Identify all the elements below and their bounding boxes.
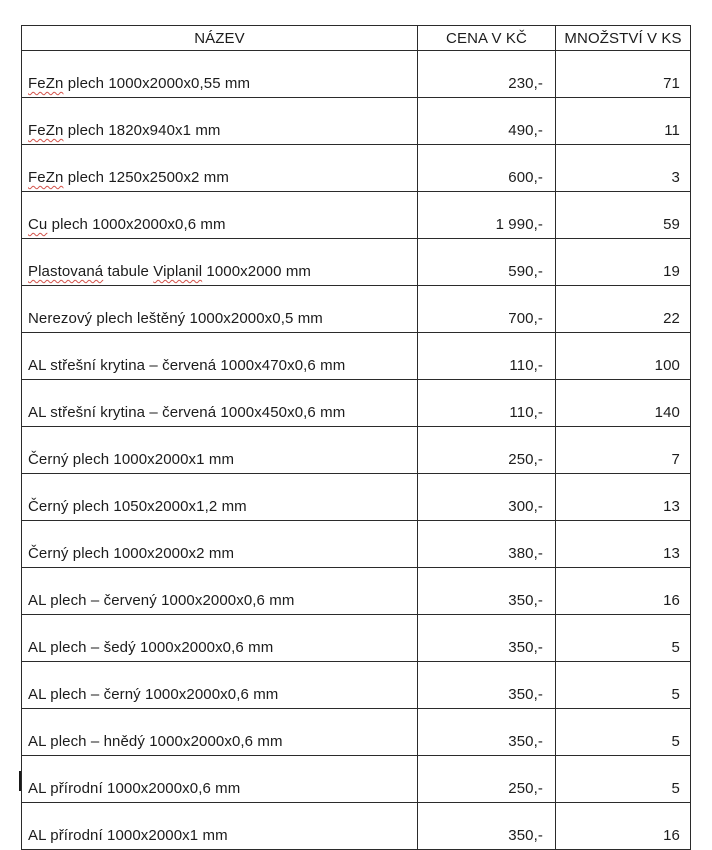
- table-row: [22, 380, 691, 427]
- item-name-cell[interactable]: [22, 333, 418, 380]
- table-row: [22, 756, 691, 803]
- item-qty-cell[interactable]: 3: [556, 145, 691, 192]
- name-text: AL plech – hnědý 1000x2000x0,6 mm: [28, 733, 283, 750]
- name-text: Černý plech 1050x2000x1,2 mm: [28, 498, 247, 515]
- table-row: [22, 145, 691, 192]
- item-qty-cell[interactable]: 7: [556, 427, 691, 474]
- item-name-cell[interactable]: [22, 286, 418, 333]
- item-price-cell[interactable]: 350,-: [418, 615, 556, 662]
- item-qty-cell[interactable]: 16: [556, 803, 691, 850]
- name-text: 1000x2000 mm: [202, 263, 312, 280]
- item-name-cell[interactable]: [22, 192, 418, 239]
- name-text: AL přírodní 1000x2000x1 mm: [28, 827, 228, 844]
- item-price-cell[interactable]: 110,-: [418, 380, 556, 427]
- table-row: [22, 98, 691, 145]
- item-name-cell[interactable]: [22, 239, 418, 286]
- item-name-cell[interactable]: [22, 51, 418, 98]
- table-row: [22, 568, 691, 615]
- table-row: [22, 427, 691, 474]
- item-name-cell[interactable]: [22, 662, 418, 709]
- item-price-cell[interactable]: 350,-: [418, 803, 556, 850]
- text-caret: [19, 771, 21, 791]
- item-qty-cell[interactable]: 22: [556, 286, 691, 333]
- item-price-cell[interactable]: 600,-: [418, 145, 556, 192]
- table-row: [22, 239, 691, 286]
- misspelled-word: Plastovaná: [28, 263, 104, 280]
- item-qty-cell[interactable]: 5: [556, 709, 691, 756]
- table-row: [22, 615, 691, 662]
- table-row: [22, 803, 691, 850]
- header-row: [22, 26, 691, 51]
- column-header-mnozstvi[interactable]: MNOŽSTVÍ V KS: [556, 26, 691, 51]
- item-name-cell[interactable]: [22, 709, 418, 756]
- table-row: [22, 709, 691, 756]
- item-name-cell[interactable]: [22, 380, 418, 427]
- item-qty-cell[interactable]: 19: [556, 239, 691, 286]
- item-qty-cell[interactable]: 11: [556, 98, 691, 145]
- item-qty-cell[interactable]: 59: [556, 192, 691, 239]
- name-text: AL střešní krytina – červená 1000x470x0,6 mm: [28, 357, 346, 374]
- item-price-cell[interactable]: 490,-: [418, 98, 556, 145]
- item-price-cell[interactable]: 590,-: [418, 239, 556, 286]
- item-name-cell[interactable]: [22, 615, 418, 662]
- misspelled-word: FeZn: [28, 75, 64, 92]
- name-text: tabule: [103, 263, 154, 280]
- item-qty-cell[interactable]: 13: [556, 474, 691, 521]
- item-name-cell[interactable]: [22, 521, 418, 568]
- name-text: Nerezový plech leštěný 1000x2000x0,5 mm: [28, 310, 323, 327]
- item-name-cell[interactable]: [22, 474, 418, 521]
- item-qty-cell[interactable]: 5: [556, 615, 691, 662]
- item-name-cell[interactable]: [22, 427, 418, 474]
- item-price-cell[interactable]: 350,-: [418, 568, 556, 615]
- name-text: AL plech – šedý 1000x2000x0,6 mm: [28, 639, 274, 656]
- item-name-cell[interactable]: [22, 803, 418, 850]
- column-header-cena[interactable]: CENA V KČ: [418, 26, 556, 51]
- name-text: AL plech – černý 1000x2000x0,6 mm: [28, 686, 279, 703]
- item-price-cell[interactable]: 300,-: [418, 474, 556, 521]
- table-row: [22, 521, 691, 568]
- item-qty-cell[interactable]: 140: [556, 380, 691, 427]
- table-row: [22, 333, 691, 380]
- item-qty-cell[interactable]: 5: [556, 662, 691, 709]
- table-row: [22, 662, 691, 709]
- item-price-cell[interactable]: 1 990,-: [418, 192, 556, 239]
- item-price-cell[interactable]: 380,-: [418, 521, 556, 568]
- item-price-cell[interactable]: 700,-: [418, 286, 556, 333]
- item-qty-cell[interactable]: 13: [556, 521, 691, 568]
- item-name-cell[interactable]: [22, 145, 418, 192]
- item-price-cell[interactable]: 250,-: [418, 756, 556, 803]
- item-qty-cell[interactable]: 100: [556, 333, 691, 380]
- item-price-cell[interactable]: 350,-: [418, 709, 556, 756]
- table-body: [22, 51, 691, 850]
- item-qty-cell[interactable]: 5: [556, 756, 691, 803]
- price-table: [21, 25, 691, 850]
- misspelled-word: Cu: [28, 216, 48, 233]
- column-header-nazev[interactable]: NÁZEV: [22, 26, 418, 51]
- item-qty-cell[interactable]: 71: [556, 51, 691, 98]
- name-text: plech 1000x2000x0,6 mm: [47, 216, 226, 233]
- name-text: AL střešní krytina – červená 1000x450x0,6 mm: [28, 404, 346, 421]
- item-price-cell[interactable]: 250,-: [418, 427, 556, 474]
- table-row: [22, 51, 691, 98]
- table-row: [22, 192, 691, 239]
- name-text: Černý plech 1000x2000x1 mm: [28, 451, 235, 468]
- misspelled-word: FeZn: [28, 122, 64, 139]
- item-qty-cell[interactable]: 16: [556, 568, 691, 615]
- item-price-cell[interactable]: 110,-: [418, 333, 556, 380]
- table-row: [22, 474, 691, 521]
- item-price-cell[interactable]: 230,-: [418, 51, 556, 98]
- item-name-cell[interactable]: [22, 568, 418, 615]
- item-price-cell[interactable]: 350,-: [418, 662, 556, 709]
- name-text: plech 1820x940x1 mm: [63, 122, 221, 139]
- name-text: Černý plech 1000x2000x2 mm: [28, 545, 235, 562]
- item-name-cell[interactable]: [22, 756, 418, 803]
- misspelled-word: FeZn: [28, 169, 64, 186]
- item-name-cell[interactable]: [22, 98, 418, 145]
- table-row: [22, 286, 691, 333]
- misspelled-word: Viplanil: [153, 263, 203, 280]
- name-text: plech 1250x2500x2 mm: [63, 169, 229, 186]
- name-text: plech 1000x2000x0,55 mm: [63, 75, 251, 92]
- name-text: AL plech – červený 1000x2000x0,6 mm: [28, 592, 295, 609]
- name-text: AL přírodní 1000x2000x0,6 mm: [28, 780, 241, 797]
